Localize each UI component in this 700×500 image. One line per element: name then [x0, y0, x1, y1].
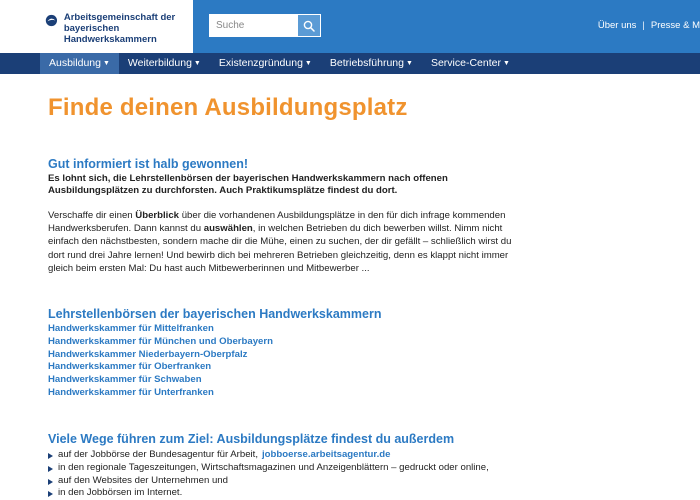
top-link-separator: | — [642, 20, 645, 31]
para-text-1: Verschaffe dir einen — [48, 210, 136, 221]
top-link-presse[interactable]: Presse & M — [650, 20, 700, 31]
logo-line-2: bayerischen Handwerkskammern — [63, 23, 157, 45]
nav-label: Betriebsführung — [329, 57, 404, 69]
search-icon — [303, 20, 315, 32]
para-bold-auswaehlen: auswählen — [203, 223, 253, 235]
link-hwk-mittelfranken[interactable]: Handwerkskammer für Mittelfranken — [48, 323, 214, 334]
caret-down-icon: ▼ — [102, 60, 110, 67]
bullet-text: in den regionale Tageszeitungen, Wirtschaftsmagazinen und Anzeigenblättern – gedruckt oder online, — [58, 461, 489, 473]
section-heading-informiert: Gut informiert ist halb gewonnen! — [48, 157, 248, 171]
section-heading-viele-wege: Viele Wege führen zum Ziel: Ausbildungsplätze findest du außerdem — [48, 432, 455, 446]
list-item — [48, 487, 489, 500]
nav-label: Existenzgründung — [218, 57, 303, 69]
logo-text — [64, 12, 193, 45]
site-logo[interactable] — [45, 12, 193, 45]
caret-down-icon: ▼ — [304, 60, 312, 67]
bullet-text: in den Jobbörsen im Internet. — [58, 487, 183, 499]
list-item — [48, 475, 489, 488]
logo-line-1: Arbeitsgemeinschaft der — [63, 12, 176, 23]
chamber-link-list — [48, 323, 273, 400]
link-hwk-schwaben[interactable]: Handwerkskammer für Schwaben — [48, 374, 202, 386]
nav-label: Service-Center — [430, 57, 501, 69]
para-text-3: , in welchen Betrieben du dich bewerben willst. Nimm nicht einfach den nächstbesten, sondern mache dir die Mühe, einen zu suchen, der dir gefällt – schließlich wirst du dort rund drei Jahre lernen! Und bewirb dich bei mehreren Betrieben gleichzeitig, denn es klappt nicht immer gleich beim ersten Mal: Du hast auch Mitbewerberinnen und Mitbewerber ... — [48, 223, 512, 274]
header-logo-area — [0, 0, 193, 53]
search-button[interactable] — [298, 14, 321, 37]
list-item — [48, 462, 489, 475]
lead-text: Es lohnt sich, die Lehrstellenbörsen der bayerischen Handwerkskammern nach offenen Ausbildungsplätzen zu durchforsten. Auch Praktikumsplätze findest du dort. — [48, 173, 448, 196]
link-hwk-muenchen-oberbayern[interactable]: Handwerkskammer für München und Oberbayern — [48, 335, 273, 347]
nav-item-betriebsfuehrung[interactable] — [321, 53, 422, 74]
nav-item-service-center[interactable] — [422, 53, 519, 74]
nav-label: Ausbildung — [49, 57, 101, 69]
triangle-bullet-icon — [48, 491, 53, 497]
link-hwk-niederbayern-oberpfalz[interactable]: Handwerkskammer Niederbayern-Oberpfalz — [48, 348, 248, 360]
logo-swirl-icon — [45, 13, 58, 28]
link-hwk-unterfranken[interactable]: Handwerkskammer für Unterfranken — [48, 386, 214, 398]
ways-bullet-list — [48, 449, 489, 500]
search-box — [209, 14, 321, 37]
main-nav — [0, 53, 700, 74]
section-heading-lehrstellenboersen: Lehrstellenbörsen der bayerischen Handwerkskammern — [48, 307, 382, 321]
caret-down-icon: ▼ — [502, 60, 510, 67]
nav-item-ausbildung[interactable] — [40, 53, 119, 74]
para-bold-ueberblick: Überblick — [135, 210, 180, 221]
header — [0, 0, 700, 53]
triangle-bullet-icon — [48, 479, 53, 485]
link-hwk-oberfranken[interactable]: Handwerkskammer für Oberfranken — [48, 361, 212, 373]
caret-down-icon: ▼ — [193, 60, 201, 67]
bullet-text: auf der Jobbörse der Bundesagentur für Arbeit, — [58, 449, 258, 460]
list-item — [48, 449, 489, 462]
para-text-2: über die vorhandenen Ausbildungsplätze in den für dich infrage kommenden Handwerksberufen. Dann kannst du — [48, 210, 506, 235]
nav-item-weiterbildung[interactable] — [119, 53, 210, 74]
nav-item-existenzgruendung[interactable] — [210, 53, 321, 74]
page-title: Finde deinen Ausbildungsplatz — [48, 94, 408, 121]
top-link-ueber-uns[interactable]: Über uns — [597, 20, 637, 31]
link-jobboerse[interactable]: jobboerse.arbeitsagentur.de — [262, 449, 391, 460]
top-links — [598, 20, 700, 31]
bullet-text: auf den Websites der Unternehmen und — [58, 474, 228, 486]
triangle-bullet-icon — [48, 453, 53, 459]
nav-label: Weiterbildung — [127, 57, 192, 69]
search-input[interactable] — [209, 14, 298, 37]
caret-down-icon: ▼ — [406, 60, 413, 67]
triangle-bullet-icon — [48, 466, 53, 472]
body-paragraph — [48, 209, 518, 275]
